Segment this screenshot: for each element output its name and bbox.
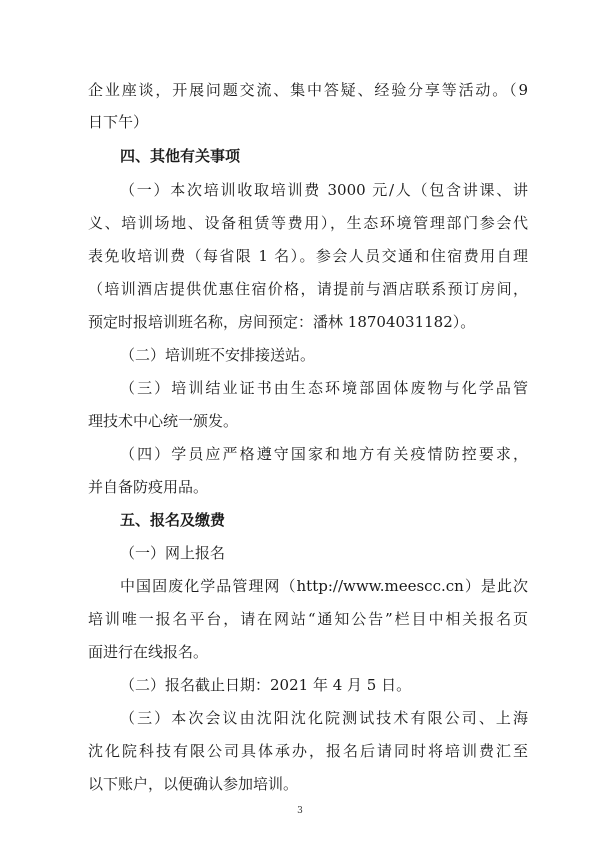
body-line-21: 沈化院科技有限公司具体承办，报名后请同时将培训费汇至	[88, 742, 528, 760]
body-line-13: 并自备防疫用品。	[88, 478, 209, 496]
body-line-20: （三）本次会议由沈阳沈化院测试技术有限公司、上海	[120, 709, 528, 727]
page-number: 3	[297, 806, 303, 816]
body-line-12: （四）学员应严格遵守国家和地方有关疫情防控要求，	[120, 445, 528, 463]
body-line-16: 中国固废化学品管理网（http://www.meescc.cn）是此次	[120, 577, 528, 595]
body-line-5: 义、培训场地、设备租赁等费用），生态环境管理部门参会代	[88, 214, 528, 232]
section-heading-5: 五、报名及缴费	[120, 511, 226, 529]
body-line-7: （培训酒店提供优惠住宿价格，请提前与酒店联系预订房间，	[88, 280, 528, 298]
body-line-1: 企业座谈，开展问题交流、集中答疑、经验分享等活动。（9	[88, 81, 528, 99]
body-line-18: 面进行在线报名。	[88, 643, 209, 661]
body-line-8: 预定时报培训班名称，房间预定：潘林 18704031182）。	[88, 313, 476, 331]
body-line-19: （二）报名截止日期：2021 年 4 月 5 日。	[120, 676, 412, 694]
body-line-2: 日下午）	[88, 113, 149, 131]
body-line-9: （二）培训班不安排接送站。	[120, 346, 316, 364]
body-line-15: （一）网上报名	[120, 544, 226, 562]
body-line-10: （三）培训结业证书由生态环境部固体废物与化学品管	[120, 379, 528, 397]
body-line-17: 培训唯一报名平台，请在网站“通知公告”栏目中相关报名页	[88, 610, 528, 628]
body-line-4: （一）本次培训收取培训费 3000 元/人（包含讲课、讲	[120, 181, 528, 199]
body-line-6: 表免收培训费（每省限 1 名）。参会人员交通和住宿费用自理	[88, 247, 528, 265]
body-line-11: 理技术中心统一颁发。	[88, 412, 239, 430]
section-heading-4: 四、其他有关事项	[120, 147, 241, 165]
body-line-22: 以下账户，以便确认参加培训。	[88, 775, 299, 793]
